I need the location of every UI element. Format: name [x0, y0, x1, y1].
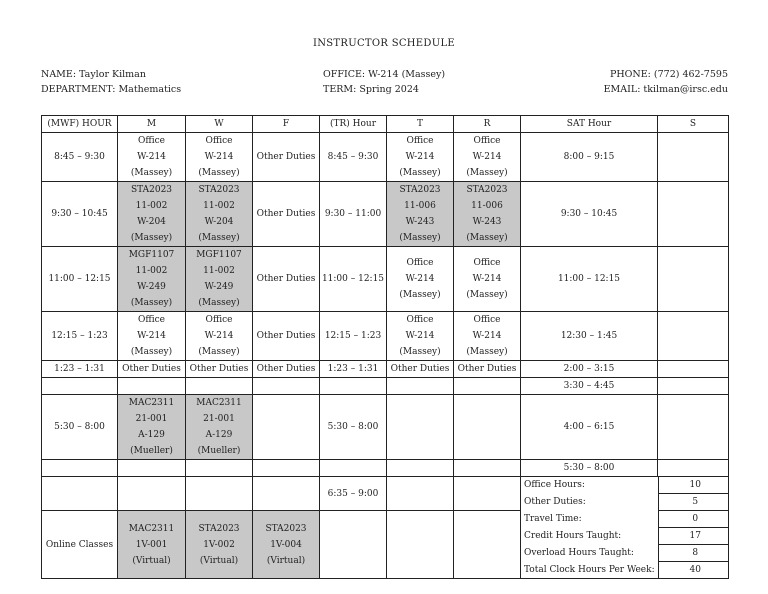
- sat-hour: 11:00 – 12:15: [521, 247, 658, 312]
- other-duties-cell: Other Duties: [253, 247, 320, 312]
- s-cell: [658, 133, 729, 182]
- tr-hour: 11:00 – 12:15: [320, 247, 387, 312]
- online-label: Online Classes: [42, 511, 118, 579]
- table-row: [42, 312, 729, 361]
- col-header: W: [186, 116, 253, 133]
- header-row: [42, 116, 729, 133]
- tr-hour: 12:15 – 1:23: [320, 312, 387, 361]
- summary-label: Travel Time:: [524, 514, 582, 524]
- sat-hour: 9:30 – 10:45: [521, 182, 658, 247]
- tr-hour: 6:35 – 9:00: [320, 477, 387, 511]
- other-duties-cell: Other Duties: [118, 361, 186, 378]
- mwf-hour: 9:30 – 10:45: [42, 182, 118, 247]
- summary-value: 40: [658, 562, 729, 579]
- office-cell: Office W-214 (Massey): [186, 133, 253, 182]
- other-duties-cell: Other Duties: [387, 361, 454, 378]
- office-cell: Office W-214 (Massey): [387, 133, 454, 182]
- other-duties-cell: Other Duties: [253, 361, 320, 378]
- office-cell: Office W-214 (Massey): [387, 247, 454, 312]
- col-header: (MWF) HOUR: [42, 116, 118, 133]
- table-row: [42, 378, 729, 395]
- col-header: F: [253, 116, 320, 133]
- s-cell: [658, 182, 729, 247]
- s-cell: [658, 460, 729, 477]
- office-cell: Office W-214 (Massey): [454, 312, 521, 361]
- tr-hour: 1:23 – 1:31: [320, 361, 387, 378]
- s-cell: [658, 361, 729, 378]
- other-duties-cell: Other Duties: [253, 182, 320, 247]
- class-cell: MAC2311 21-001 A-129 (Mueller): [186, 395, 253, 460]
- sat-hour: 8:00 – 9:15: [521, 133, 658, 182]
- schedule-table: [41, 115, 729, 579]
- summary-label: Credit Hours Taught:: [524, 531, 622, 541]
- mwf-hour: 8:45 – 9:30: [42, 133, 118, 182]
- mwf-hour: 12:15 – 1:23: [42, 312, 118, 361]
- table-row: [42, 395, 729, 460]
- summary-label: Other Duties:: [524, 497, 586, 507]
- other-duties-cell: Other Duties: [454, 361, 521, 378]
- sat-hour: 4:00 – 6:15: [521, 395, 658, 460]
- mwf-hour: 5:30 – 8:00: [42, 395, 118, 460]
- sat-hour: 5:30 – 8:00: [521, 460, 658, 477]
- class-cell: STA2023 1V-002 (Virtual): [186, 511, 253, 579]
- col-header: SAT Hour: [521, 116, 658, 133]
- s-cell: [658, 395, 729, 460]
- office-cell: Office W-214 (Massey): [454, 133, 521, 182]
- class-cell: STA2023 11-002 W-204 (Massey): [186, 182, 253, 247]
- tr-hour: 9:30 – 11:00: [320, 182, 387, 247]
- class-cell: MGF1107 11-002 W-249 (Massey): [186, 247, 253, 312]
- class-cell: STA2023 11-006 W-243 (Massey): [387, 182, 454, 247]
- table-row: [42, 182, 729, 247]
- summary-label: Overload Hours Taught:: [524, 548, 634, 558]
- mwf-hour: 1:23 – 1:31: [42, 361, 118, 378]
- office-cell: Office W-214 (Massey): [186, 312, 253, 361]
- office-cell: Office W-214 (Massey): [118, 133, 186, 182]
- table-row: [42, 133, 729, 182]
- instructor-name: NAME: Taylor Kilman: [41, 69, 146, 80]
- office-cell: Office W-214 (Massey): [454, 247, 521, 312]
- department: DEPARTMENT: Mathematics: [41, 84, 182, 95]
- summary-value: 5: [658, 494, 729, 511]
- table-row: [42, 477, 729, 511]
- summary-value: 8: [658, 545, 729, 562]
- tr-hour: 8:45 – 9:30: [320, 133, 387, 182]
- col-header: S: [658, 116, 729, 133]
- tr-hour: 5:30 – 8:00: [320, 395, 387, 460]
- other-duties-cell: Other Duties: [253, 133, 320, 182]
- summary-value: 10: [658, 477, 729, 494]
- summary-label: Total Clock Hours Per Week:: [524, 564, 655, 575]
- summary-value: 0: [658, 511, 729, 528]
- s-cell: [658, 312, 729, 361]
- s-cell: [658, 378, 729, 395]
- term: TERM: Spring 2024: [323, 84, 419, 95]
- office-cell: Office W-214 (Massey): [118, 312, 186, 361]
- page-title: INSTRUCTOR SCHEDULE: [312, 38, 455, 49]
- col-header: M: [118, 116, 186, 133]
- class-cell: STA2023 11-002 W-204 (Massey): [118, 182, 186, 247]
- class-cell: MGF1107 11-002 W-249 (Massey): [118, 247, 186, 312]
- class-cell: STA2023 11-006 W-243 (Massey): [454, 182, 521, 247]
- col-header: (TR) Hour: [320, 116, 387, 133]
- sat-hour: 2:00 – 3:15: [521, 361, 658, 378]
- office-cell: Office W-214 (Massey): [387, 312, 454, 361]
- phone: PHONE: (772) 462-7595: [609, 69, 728, 80]
- sat-hour: 3:30 – 4:45: [521, 378, 658, 395]
- class-cell: MAC2311 21-001 A-129 (Mueller): [118, 395, 186, 460]
- summary-box: [521, 477, 729, 579]
- mwf-hour: 11:00 – 12:15: [42, 247, 118, 312]
- summary-value: 17: [658, 528, 729, 545]
- office-info: OFFICE: W-214 (Massey): [323, 69, 446, 80]
- class-cell: STA2023 1V-004 (Virtual): [253, 511, 320, 579]
- table-row: [42, 460, 729, 477]
- sat-hour: 12:30 – 1:45: [521, 312, 658, 361]
- email: EMAIL: tkilman@irsc.edu: [603, 84, 728, 95]
- summary-label: Office Hours:: [524, 480, 585, 491]
- table-row: [42, 361, 729, 378]
- other-duties-cell: Other Duties: [186, 361, 253, 378]
- s-cell: [658, 247, 729, 312]
- col-header: R: [454, 116, 521, 133]
- other-duties-cell: Other Duties: [253, 312, 320, 361]
- table-row: [42, 247, 729, 312]
- col-header: T: [387, 116, 454, 133]
- class-cell: MAC2311 1V-001 (Virtual): [118, 511, 186, 579]
